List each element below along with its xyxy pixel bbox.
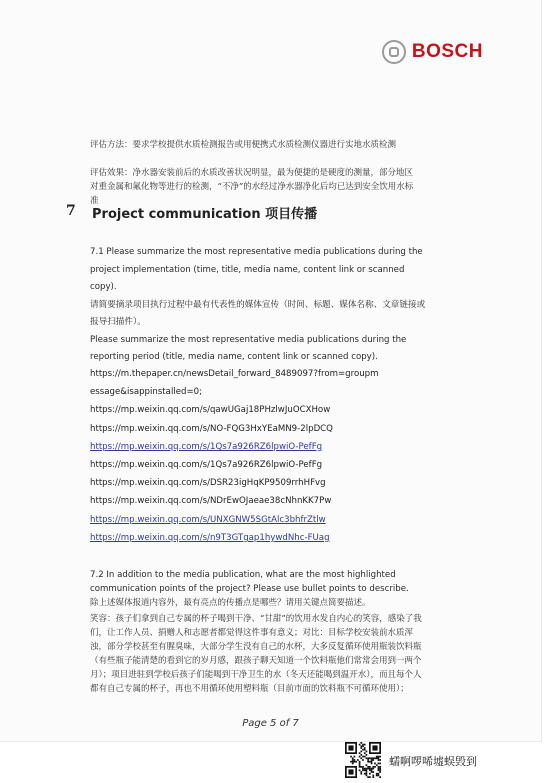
question-7-1-en-2: Please summarize the most representative media publications during the reporting period (title, media name, content link or scanned copy). (90, 334, 407, 362)
brand-wordmark: BOSCH (411, 41, 483, 62)
bosch-armature-icon (382, 40, 406, 64)
question-7-2-en: 7.2 In addition to the media publication, what are the most highlighted communication points of the project? Please use bullet points to describe. (90, 570, 409, 594)
media-link[interactable]: https://mp.weixin.qq.com/s/DSR23igHqKP9509rrhHFvg (90, 478, 326, 489)
media-link[interactable]: https://mp.weixin.qq.com/s/n9T3GTgap1hywdNhc-FUag (90, 532, 330, 543)
question-7-2-answer: 笑容：孩子们拿到自己专属的杯子喝到干净、“甘甜”的饮用水发自内心的笑容，感染了我们，让工作人员、捐赠人和志愿者都觉得这件事有意义；对比：目标学校安装前水质浑浊，部分学校甚至有腥臭味，大部分学生没有自己的水杯，大多反复循环使用瓶装饮料瓶（有些瓶子能清楚的看到它的岁月感，跟孩子聊天知道一个饮料瓶他们常常会用到一两个月）；项目进驻到学校后孩子们能喝到干净卫生的水（冬天还能喝到温开水），而且每个人都有自己专属的杯子，再也不用循环使用塑料瓶（目前市面的饮料瓶不可循环使用）； (90, 614, 422, 694)
question-7-1 (90, 244, 428, 367)
question-7-1-en: 7.1 Please summarize the most representative media publications during the project implementation (time, title, media name, content link or scanned copy). (90, 247, 423, 292)
intro-method: 评估方法：要求学校提供水质检测报告或用便携式水质检测仪器进行实地水质检测 (90, 140, 397, 150)
media-link[interactable]: https://mp.weixin.qq.com/s/1Qs7a926RZ6lpwiO-PefFg (90, 441, 323, 452)
page-number: Page 5 of 7 (242, 718, 299, 729)
media-link[interactable]: https://mp.weixin.qq.com/s/1Qs7a926RZ6lpwiO-PefFg (90, 460, 323, 471)
intro-effect: 评估效果：净水器安装前后的水质改善状况明显，最为便捷的是硬度的测量，部分地区对重金属和氟化物等进行的检测，“不净”的水经过净水器净化后均已达到安全饮用水标准 (90, 168, 414, 206)
media-link[interactable]: https://mp.weixin.qq.com/s/qawUGaj18PHzlwJuOCXHow (90, 405, 331, 416)
section-title: Project communication 项目传播 (92, 207, 318, 222)
media-link[interactable]: https://mp.weixin.qq.com/s/UNXGNW5SGtAlc3bhfrZtlw (90, 514, 326, 525)
brand-logo (382, 40, 483, 64)
section-number: 7 (66, 203, 76, 219)
media-link[interactable]: essage&isappinstalled=0; (90, 387, 203, 398)
media-link[interactable]: https://mp.weixin.qq.com/s/NDrEwOJaeae38cNhnKK7Pw (90, 496, 332, 507)
qr-code (345, 742, 381, 778)
question-7-2-cn: 除上述媒体报道内容外，最有亮点的传播点是哪些？请用关键点简要描述。 (90, 598, 371, 608)
media-link[interactable]: https://m.thepaper.cn/newsDetail_forward_8489097?from=groupm (90, 369, 379, 379)
qr-caption: 蠕啊啰唏墟蜈毁到 (389, 755, 477, 768)
media-link[interactable]: https://mp.weixin.qq.com/s/NO-FQG3HxYEaMN9-2lpDCQ (90, 423, 333, 434)
question-7-1-cn: 请简要摘录项目执行过程中最有代表性的媒体宣传（时间、标题、媒体名称、文章链接或报导扫描件）。 (90, 299, 426, 327)
media-link-list (90, 365, 490, 547)
question-7-2 (90, 568, 428, 696)
